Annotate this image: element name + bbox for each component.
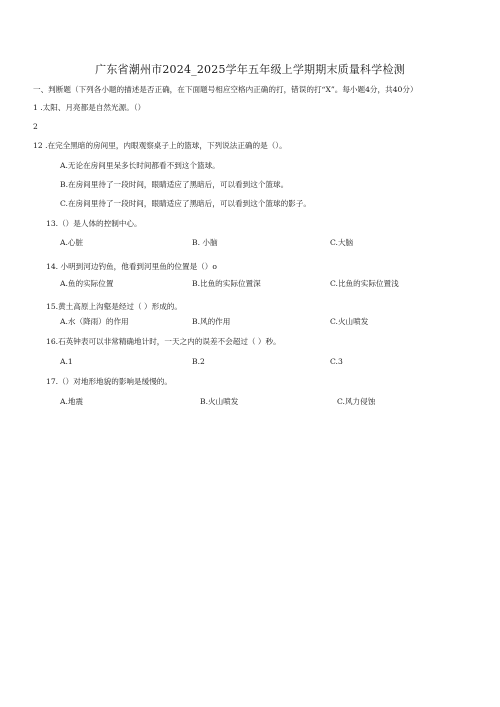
question-14-option-a: A.鱼的实际位置 [60, 279, 114, 288]
question-17-option-b: B.火山喷发 [200, 397, 239, 406]
question-12-stem: 12 .在完全黑暗的房间里，内眼观察桌子上的篮球，下列说法正确的是（）。 [33, 141, 287, 150]
question-14-stem: 14. 小明到河边钓鱼，他看到河里鱼的位置是（）o [46, 262, 217, 271]
question-13-option-b: B. 小脑 [192, 238, 218, 247]
question-16-stem: 16.石英钟表可以非常精确地计时，一天之内的误差不会超过（ ）秒。 [46, 337, 281, 346]
question-15-stem: 15.黄土高原上沟壑是经过（ ）形成的。 [46, 302, 182, 311]
question-12-option-a: A.无论在房间里呆多长时间都看不到这个篮球。 [60, 161, 220, 170]
question-17-option-c: C.风力侵蚀 [337, 397, 376, 406]
question-12-option-b: B.在房间里待了一段时间，眼睛适应了黑暗后，可以看到这个篮球。 [60, 180, 289, 189]
question-17-option-a: A.地震 [60, 397, 84, 406]
question-13-option-c: C.大脑 [330, 238, 354, 247]
question-16-option-a: A.1 [60, 357, 73, 366]
question-2: 2 [33, 122, 38, 131]
question-15-option-a: A.水（降雨）的作用 [60, 317, 129, 326]
section-heading: 一、判断题（下列各小题的描述是否正确，在下面题号相应空格内正确的打，错误的打“X”。每小题4分，共40分） [33, 85, 418, 94]
question-15-option-c: C.火山喷发 [330, 317, 369, 326]
question-13-option-a: A.心脏 [60, 238, 84, 247]
question-17-stem: 17.（）对地形地貌的影响是缓慢的。 [46, 377, 172, 386]
question-15-option-b: B.风的作用 [192, 317, 231, 326]
question-16-option-c: C.3 [330, 357, 343, 366]
question-1: 1 .太阳、月亮都是自然光源。（） [33, 103, 146, 112]
question-13-stem: 13.（）是人体的控制中心。 [46, 219, 142, 228]
question-14-option-c: C.比鱼的实际位置浅 [330, 279, 399, 288]
question-14-option-b: B.比鱼的实际位置深 [192, 279, 261, 288]
question-12-option-c: C.在房间里待了一段时间，眼睛适应了黑暗后，可以看到这个篮球的影子。 [60, 199, 311, 208]
page-title: 广东省潮州市2024_2025学年五年级上学期期末质量科学检测 [95, 63, 405, 76]
question-16-option-b: B.2 [192, 357, 205, 366]
